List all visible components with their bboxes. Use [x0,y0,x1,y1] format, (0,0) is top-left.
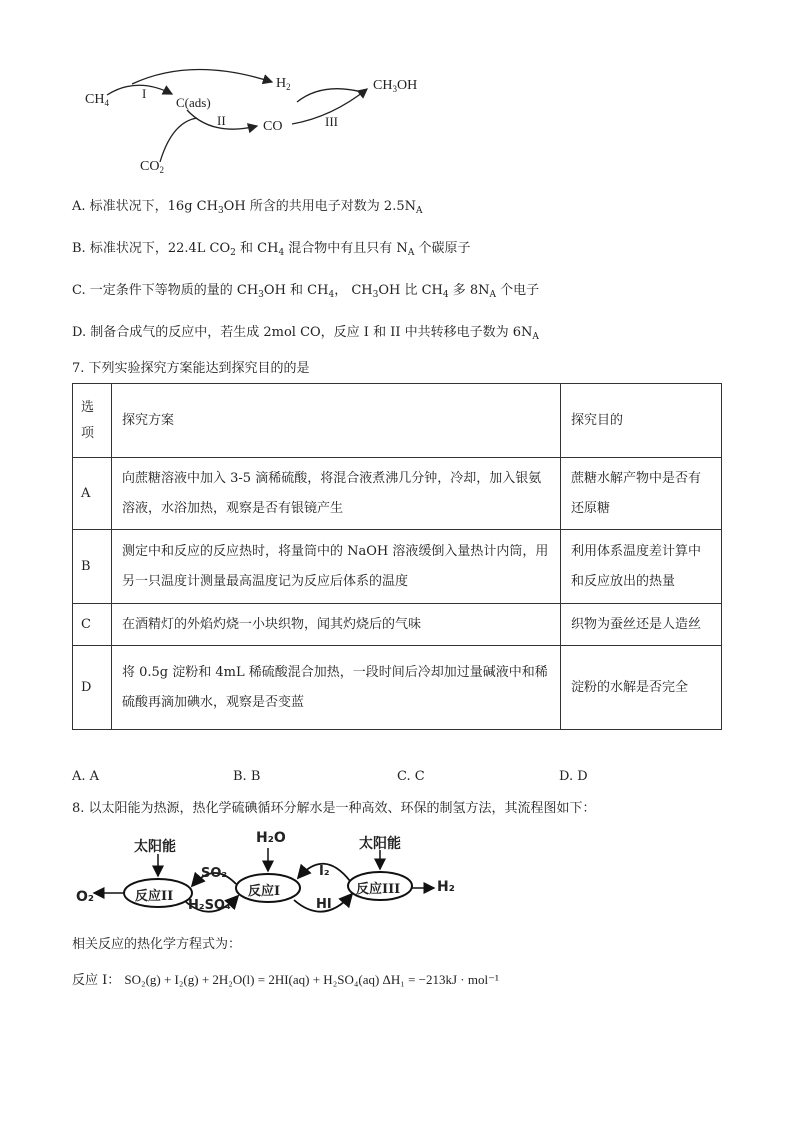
label-i2: I₂ [319,864,330,879]
label-reaction-II: 反应II [135,889,174,904]
header-goal: 探究目的 [561,384,722,458]
label-hi: HI [316,897,332,912]
step-label-I: I [142,86,147,101]
q6-option-a: A. 标准状况下，16g $CH_3OH$ 所含的共用电子对数为 $2.5N_A$ [72,199,423,216]
step-label-II: II [217,113,226,128]
label-solar-1: 太阳能 [134,839,176,855]
node-h2: $H_2$ [276,76,291,92]
row-option: B [73,530,112,604]
q8-equation-1 [72,971,499,990]
q8-intro: 相关反应的热化学方程式为： [72,937,242,952]
table-row [73,604,722,646]
arrow-co2-to-co [160,118,197,162]
row-plan: 向蔗糖溶液中加入 3-5 滴稀硫酸，将混合液煮沸几分钟，冷却，加入银氨溶液，水浴加热，观察是否有银镜产生 [112,458,561,530]
answer-option-d: D. D [559,769,588,784]
q7-answer-options [72,768,722,786]
q7-stem: 7. 下列实验探究方案能达到探究目的的是 [72,361,310,376]
table-row [73,458,722,530]
node-co: CO [263,119,283,134]
equation-text: SO₂(g) + I₂(g) + 2H₂O(l) = 2HI(aq) + H₂SO₄(aq) ΔH₁ = −213kJ · mol⁻¹ [124,972,499,987]
label-so2: SO₂ [201,866,228,881]
label-h2o: H₂O [256,830,286,846]
q8-stem: 8. 以太阳能为热源，热化学硫碘循环分解水是一种高效、环保的制氢方法，其流程图如下： [72,801,596,816]
row-option: C [73,604,112,646]
node-ch3oh: $CH_3OH$ [373,78,418,94]
node-cads: C(ads) [176,95,211,110]
row-plan: 在酒精灯的外焰灼烧一小块织物，闻其灼烧后的气味 [112,604,561,646]
q6-option-d: D. 制备合成气的反应中，若生成 2mol CO，反应 I 和 II 中共转移电子数为 $6N_A$ [72,325,539,342]
equation-label: 反应 I： [72,973,121,988]
node-co2: $CO_2$ [140,159,164,175]
arrow-ch4-to-cads [107,85,172,95]
q6-option-b: B. 标准状况下，22.4L $CO_2$ 和 $CH_4$ 混合物中有且只有 $N_A$ 个碳原子 [72,241,471,258]
row-goal: 淀粉的水解是否完全 [561,646,722,730]
row-plan: 将 0.5g 淀粉和 4mL 稀硫酸混合加热，一段时间后冷却加过量碱液中和稀硫酸再滴加碘水，观察是否变蓝 [112,646,561,730]
table-row [73,530,722,604]
row-plan: 测定中和反应的反应热时，将量筒中的 NaOH 溶液缓倒入量热计内筒，用另一只温度计测量最高温度记为反应后体系的温度 [112,530,561,604]
label-h2so4: H₂SO₄ [188,898,231,913]
row-option: A [73,458,112,530]
q7-table [72,383,722,730]
answer-option-b: B. B [233,769,261,784]
table-row [73,646,722,730]
node-ch4: $CH_4$ [85,92,109,108]
row-goal: 蔗糖水解产物中是否有还原糖 [561,458,722,530]
header-plan: 探究方案 [112,384,561,458]
row-goal: 织物为蚕丝还是人造丝 [561,604,722,646]
q6-option-c: C. 一定条件下等物质的量的 $CH_3OH$ 和 $CH_4$， $CH_3OH$ 比 $CH_4$ 多 $8N_A$ 个电子 [72,283,540,300]
answer-option-a: A. A [72,769,100,784]
header-option: 选项 [73,384,112,458]
label-reaction-III: 反应III [356,882,401,897]
table-header-row [73,384,722,458]
row-option: D [73,646,112,730]
label-solar-2: 太阳能 [359,836,401,852]
step-label-III: III [325,114,338,129]
arrow-ch4-to-h2 [132,69,272,84]
answer-option-c: C. C [397,769,425,784]
row-goal: 利用体系温度差计算中和反应放出的热量 [561,530,722,604]
label-h2: H₂ [437,879,455,895]
label-reaction-I: 反应I [248,884,281,899]
label-o2: O₂ [76,889,95,905]
